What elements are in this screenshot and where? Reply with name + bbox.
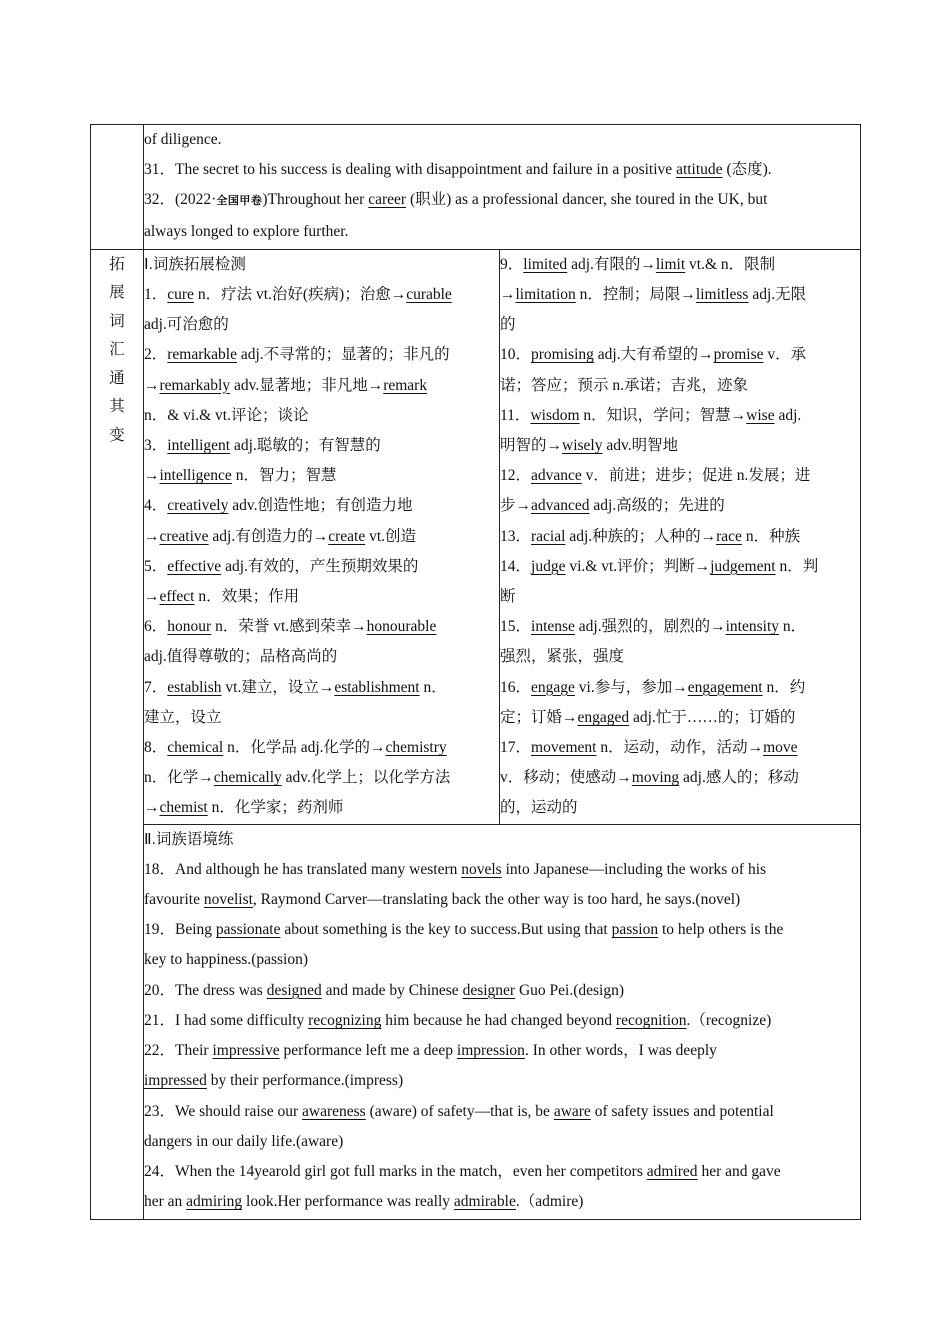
item-11: 11．wisdom n．知识，学问；智慧→wise adj. — [500, 406, 802, 424]
item-16: 16．engage vi.参与，参加→engagement n．约 — [500, 678, 806, 696]
top-line-1: of diligence. — [144, 131, 222, 148]
item-15: 15．intense adj.强烈的，剧烈的→intensity n． — [500, 618, 807, 636]
section-1-title: Ⅰ.词族拓展检测 — [144, 255, 246, 273]
item-10: 10．promising adj.大有希望的→promise v．承 — [500, 346, 807, 364]
section-1-left: Ⅰ.词族拓展检测 1．cure n．疗法 vt.治好(疾病)；治愈→curable adj.可治愈的 2．remarkable adj.不寻常的；显著的；非凡的 →remarkably adv.显著地；非凡地→remark n．& vi.& vt.评论；谈论 3．intelligent adj.聪敏的；有智慧的 →intelligence n．智力；智慧 4．creatively adv.创造性地；有创造力地 →creative adj.有创造力的→create vt.创造 5．effective adj.有效的，产生预期效果的 →effect n．效果；作用 6．honour n．荣誉 vt.感到荣幸→honourable adj.值得尊敬的；品格高尚的 7．establish vt.建立，设立→establishment n． 建立，设立 8．chemical n．化学品 adj.化学的→chemistry n．化学→chemically adv.化学上；以化学方法 →chemist n．化学家；药剂师 — [144, 249, 500, 824]
item-12: 12．advance v．前进；进步；促进 n.发展；进 — [500, 467, 811, 485]
sentence-23: 23．We should raise our awareness (aware) of safety—that is, be aware of safety issues and potential — [144, 1102, 774, 1120]
sentence-24: 24．When the 14yearold girl got full marks in the match，even her competitors admired her and gave — [144, 1162, 781, 1180]
answer-career: career — [368, 191, 407, 209]
top-content-cell — [144, 125, 861, 250]
item-1: 1．cure n．疗法 vt.治好(疾病)；治愈→curable — [144, 286, 452, 304]
item-5: 5．effective adj.有效的，产生预期效果的 — [144, 557, 419, 575]
item-17: 17．movement n．运动，动作，活动→move — [500, 739, 798, 757]
item-4: 4．creatively adv.创造性地；有创造力地 — [144, 497, 413, 515]
section-1-row — [91, 249, 861, 824]
top-row — [91, 125, 861, 250]
top-side-cell — [91, 125, 144, 250]
sentence-32: 32．(2022·全国甲卷)Throughout her career (职业) as a professional dancer, she toured in the UK, but — [144, 191, 768, 209]
item-3: 3．intelligent adj.聪敏的；有智慧的 — [144, 437, 381, 455]
item-2: 2．remarkable adj.不寻常的；显著的；非凡的 — [144, 346, 450, 364]
section-1-right: 9．limited adj.有限的→limit vt.& n．限制 →limitation n．控制；局限→limitless adj.无限 的 10．promising adj.大有希望的→promise v．承 诺；答应；预示 n.承诺；吉兆，迹象 11．wisdom n．知识，学问；智慧→wise adj. 明智的→wisely adv.明智地 12．advance v．前进；进步；促进 n.发展；进 步→advanced adj.高级的；先进的 13．racial adj.种族的；人种的→race n．种族 14．judge vi.& vt.评价；判断→judgement n．判 断 15．intense adj.强烈的，剧烈的→intensity n． 强烈，紧张，强度 16．engage vi.参与，参加→engagement n．约 定；订婚→engaged adj.忙于……的；订婚的 17．movement n．运动，动作，活动→move v．移动；使感动→moving adj.感人的；移动 的，运动的 — [500, 249, 861, 824]
exam-source-tag: 全国甲卷 — [216, 194, 263, 208]
item-9: 9．limited adj.有限的→limit vt.& n．限制 — [500, 255, 776, 273]
item-8: 8．chemical n．化学品 adj.化学的→chemistry — [144, 739, 447, 757]
item-13: 13．racial adj.种族的；人种的→race n．种族 — [500, 527, 801, 545]
answer-attitude: attitude — [676, 161, 723, 179]
sentence-22: 22．Their impressive performance left me a deep impression. In other words，I was deeply — [144, 1042, 717, 1060]
sentence-18: 18．And although he has translated many western novels into Japanese—including the works of his — [144, 860, 767, 878]
vocabulary-table — [90, 124, 861, 1220]
item-7: 7．establish vt.建立，设立→establishment n． — [144, 678, 447, 696]
sentence-20: 20．The dress was designed and made by Chinese designer Guo Pei.(design) — [144, 981, 624, 999]
section-2-title: Ⅱ.词族语境练 — [144, 830, 234, 848]
sentence-32-cont: always longed to explore further. — [144, 222, 349, 240]
sentence-31: 31．The secret to his success is dealing with disappointment and failure in a positive attitude (态度). — [144, 161, 772, 179]
side-label: 拓 展 词 汇 通 其 变 — [91, 249, 144, 1220]
item-6: 6．honour n．荣誉 vt.感到荣幸→honourable — [144, 618, 437, 636]
section-2-row — [91, 824, 861, 1220]
item-14: 14．judge vi.& vt.评价；判断→judgement n．判 — [500, 557, 819, 575]
section-2-cell: Ⅱ.词族语境练 18．And although he has translated many western novels into Japanese—including the works of his favourite novelist, Raymond Carver—translating back the other way is too hard, he says.(novel) 19．Being passionate about something is the key to success.But using that passion to help others is the key to happiness.(passion) 20．The dress was designed and made by Chinese designer Guo Pei.(design) 21．I had some difficulty recognizing him because he had changed beyond recognition.（recognize) 22．Their impressive performance left me a deep impression. In other words，I was deeply impressed by their performance.(impress) 23．We should raise our awareness (aware) of safety—that is, be aware of safety issues and potential dangers in our daily life.(aware) 24．When the 14yearold girl got full marks in the match，even her competitors admired her and gave her an admiring look.Her performance was really admirable.（admire) — [144, 824, 861, 1220]
sentence-21: 21．I had some difficulty recognizing him because he had changed beyond recognition.（recognize) — [144, 1011, 772, 1029]
sentence-19: 19．Being passionate about something is the key to success.But using that passion to help others is the — [144, 921, 784, 939]
